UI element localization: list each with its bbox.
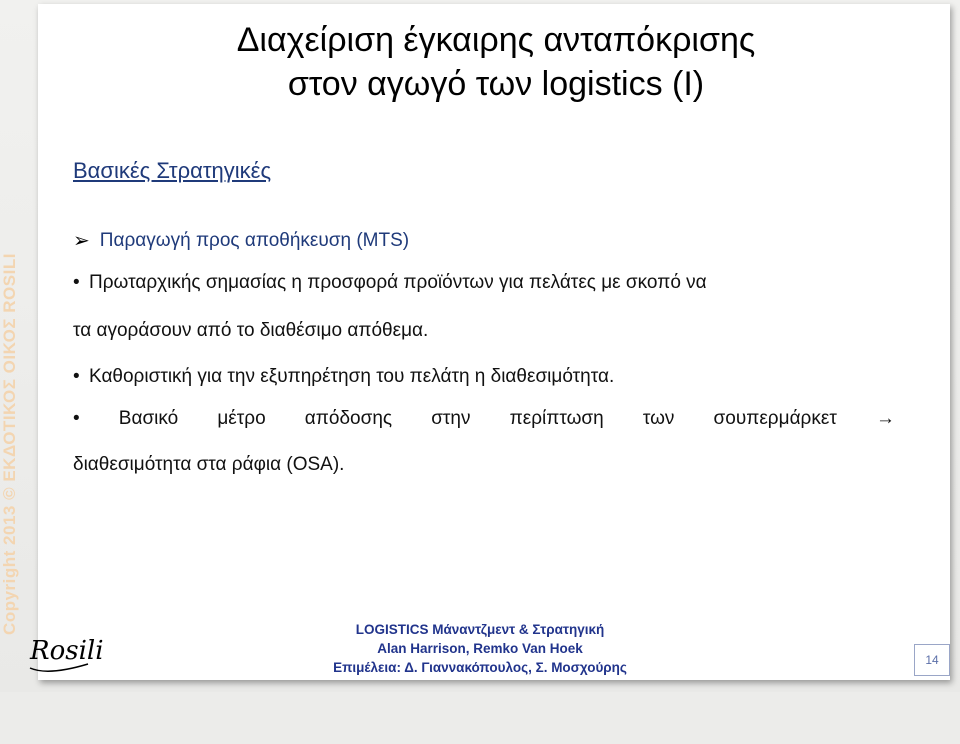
bullet-3-word: μέτρο [217,408,266,429]
bullet-3-continuation [73,452,903,478]
right-arrow-icon: → [875,408,895,429]
bullet-dot-icon: • [73,366,80,387]
bullet-2 [73,364,903,390]
title-line-2: στον αγωγό των logistics (I) [287,65,705,103]
bullet-3-line-2: διαθεσιμότητα στα ράφια (OSA). [73,454,345,475]
bullet-1-line-2: τα αγοράσουν από το διαθέσιμο απόθεμα. [73,320,429,341]
page-number: 14 [914,644,950,676]
bullet-1-line-1: Πρωταρχικής σημασίας η προσφορά προϊόντων για πελάτες με σκοπό να [89,272,707,293]
bullet-3-word: των [642,408,675,429]
footer-line-1: LOGISTICS Μάναντζμεντ & Στρατηγική [355,622,605,637]
bullet-1 [73,270,903,296]
bullet-1-continuation [73,318,903,344]
bullet-dot-icon: • [73,272,80,293]
bullet-3-word: στην [431,408,471,429]
footer-line-3: Επιμέλεια: Δ. Γιαννακόπουλος, Σ. Μοσχούρης [333,660,627,675]
arrow-bullet-icon: ➢ [73,230,90,252]
footer-line-2: Alan Harrison, Remko Van Hoek [377,641,583,656]
copyright-watermark: Copyright 2013 © ΕΚΔΟΤΙΚΟΣ ΟΙΚΟΣ ROSILI [0,253,19,635]
bullet-3-word: περίπτωση [509,408,604,429]
bullet-2-text: Καθοριστική για την εξυπηρέτηση του πελάτη η διαθεσιμότητα. [89,366,615,387]
bullet-3 [73,406,895,432]
bullet-3-word: Βασικό [118,408,179,429]
strategy-heading-text: Παραγωγή προς αποθήκευση (MTS) [99,229,410,251]
bullet-3-word: απόδοσης [304,408,393,429]
strategy-heading [73,228,409,253]
bullet-dot-icon: • [73,408,80,429]
slide-title [40,18,952,106]
title-line-1: Διαχείριση έγκαιρης ανταπόκρισης [236,21,756,59]
section-subtitle: Βασικές Στρατηγικές [73,158,272,183]
publisher-logo: Rosili [30,636,104,666]
bullet-3-word: σουπερμάρκετ [713,408,837,429]
footer-credits [290,620,670,677]
